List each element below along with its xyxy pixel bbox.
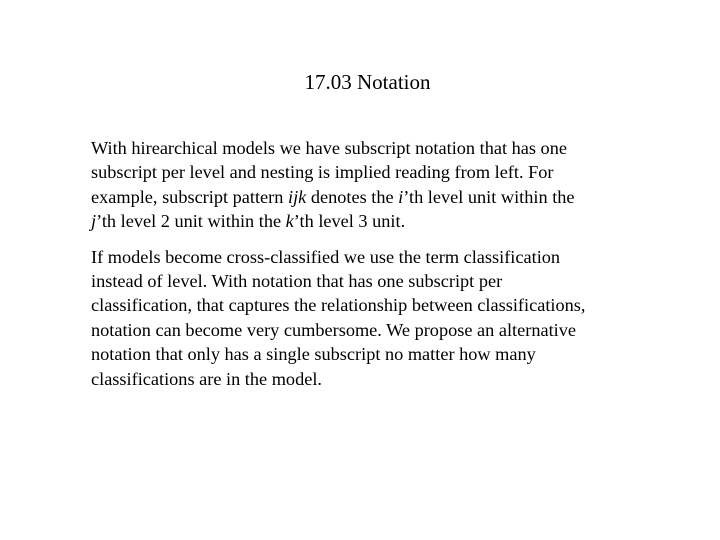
text-line: With hirearchical models we have subscript notation that has one [91,138,567,158]
text-line: notation that only has a single subscript no matter how many [91,344,536,365]
text-segment: denotes the [306,186,399,207]
text-line [91,209,661,233]
slide-body [91,136,661,391]
italic-subscript-ijk: ijk [287,186,307,207]
paragraph-hierarchical [91,136,661,234]
text-line: classification, that captures the relationship between classifications, [91,295,586,316]
text-segment: example, subscript pattern [91,186,288,207]
text-segment: ’th level 3 unit. [293,211,406,232]
italic-subscript-j: j [91,211,97,232]
slide-title: 17.03 Notation [304,70,431,94]
text-segment: ’th level 2 unit within the [96,211,286,232]
italic-subscript-i: i [398,186,404,207]
italic-subscript-k: k [285,211,294,232]
text-line [91,185,661,209]
text-line: classifications are in the model. [91,368,322,389]
text-line: If models become cross-classified we use the term classification [91,246,561,267]
text-line: instead of level. With notation that has one subscript per [91,271,503,292]
paragraph-cross-classified [91,245,661,391]
text-line: notation can become very cumbersome. We propose an alternative [91,319,576,340]
text-line: subscript per level and nesting is implied reading from left. For [91,162,554,183]
text-segment: ’th level unit within the [403,186,575,207]
